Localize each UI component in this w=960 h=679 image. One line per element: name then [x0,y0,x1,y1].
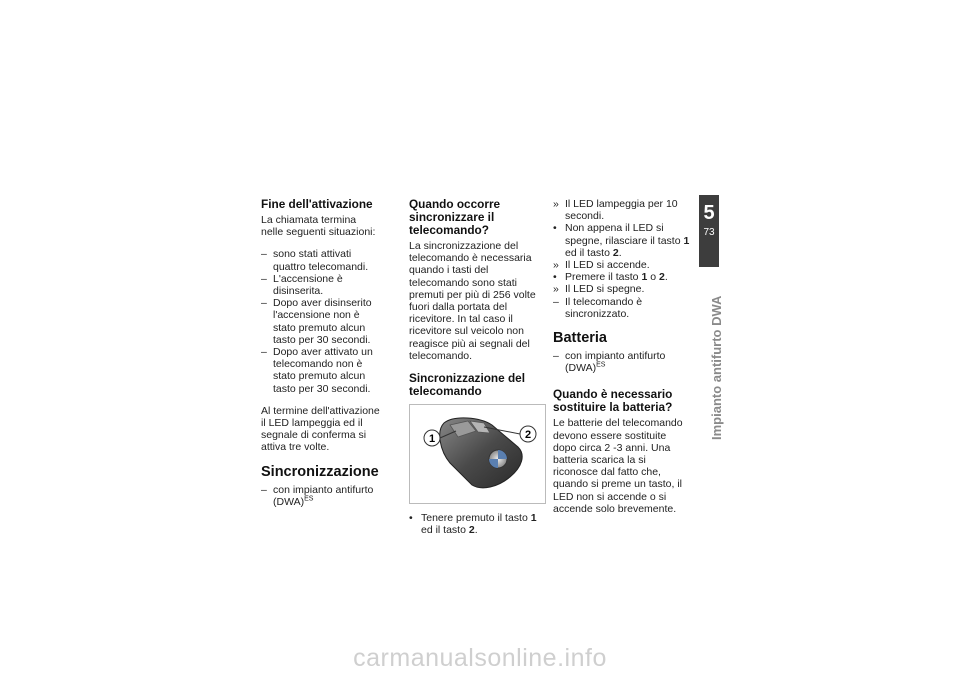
heading-sincronizzazione: Sincronizzazione [261,463,379,480]
chapter-title: Impianto antifurto DWA [709,295,724,440]
list-item: – Il telecomando è sincronizzato. [553,295,643,320]
remote-key-illustration [410,405,545,503]
chapter-number: 5 [703,202,715,224]
page-number: 73 [703,227,715,238]
chapter-tab [699,195,719,267]
battery-paragraph: Le batterie del telecomando devono essere sostituite dopo circa 2 -3 anni. Una batteria scarica la si riconosce dal fatto che, quando si preme un tasto, il LED non si accende o si accende solo brevemente. [553,417,683,515]
sync-steps-list [553,198,691,320]
list-item: – Dopo aver disinserito l'accensione non è stato premuto alcun tasto per 30 secondi. [261,297,372,346]
column-3 [553,198,691,525]
list-item: – L'accensione è disinserita. [261,272,343,298]
column-2 [409,198,545,550]
led-paragraph: Al termine dell'attivazione il LED lampeggia ed il segnale di conferma si attiva tre volte. [261,404,380,454]
heading-quando-batteria: Quando è necessario sostituire la batteria? [553,387,673,415]
callout-2: 2 [524,429,532,442]
list-item: – Dopo aver attivato un telecomando non è stato premuto alcun tasto per 30 secondi. [261,346,373,395]
equipment-note: – con impianto antifurto (DWA)$^{ES}$ [261,483,374,508]
intro-paragraph: La chiamata termina nelle seguenti situazioni: [261,214,376,239]
callout-1: 1 [428,433,436,446]
list-item: » Il LED si spegne. [553,283,645,296]
list-item: » Il LED si accende. [553,259,650,272]
list-item: » Il LED lampeggia per 10 secondi. [553,198,678,223]
list-item: – sono stati attivati quattro telecomandi. [261,248,369,273]
step-hold-buttons: • Tenere premuto il tasto 1 ed il tasto 2. [409,512,537,537]
equipment-note: – con impianto antifurto (DWA)$^{ES}$ [553,350,666,375]
heading-fine-attivazione: Fine dell'attivazione [261,197,373,211]
heading-sincronizzazione-telecomando: Sincronizzazione del telecomando [409,371,526,399]
end-conditions-list [261,248,381,394]
heading-batteria: Batteria [553,330,607,347]
watermark: carmanualsonline.info [353,644,607,672]
sync-paragraph: La sincronizzazione del telecomando è necessaria quando i tasti del telecomando sono stati premuti per più di 256 volte fuori dalla portata del ricevitore. In tal caso il ricevitore sul veicolo non reagisce più ai segnali del telecomando. [409,240,536,362]
heading-quando-occorre: Quando occorre sincronizzare il telecomando? [409,197,501,237]
list-item: • Premere il tasto 1 o 2. [553,271,668,284]
column-1 [261,198,381,522]
remote-control-figure [409,404,546,504]
list-item: • Non appena il LED si spegne, rilasciare il tasto 1 ed il tasto 2. [553,222,690,259]
